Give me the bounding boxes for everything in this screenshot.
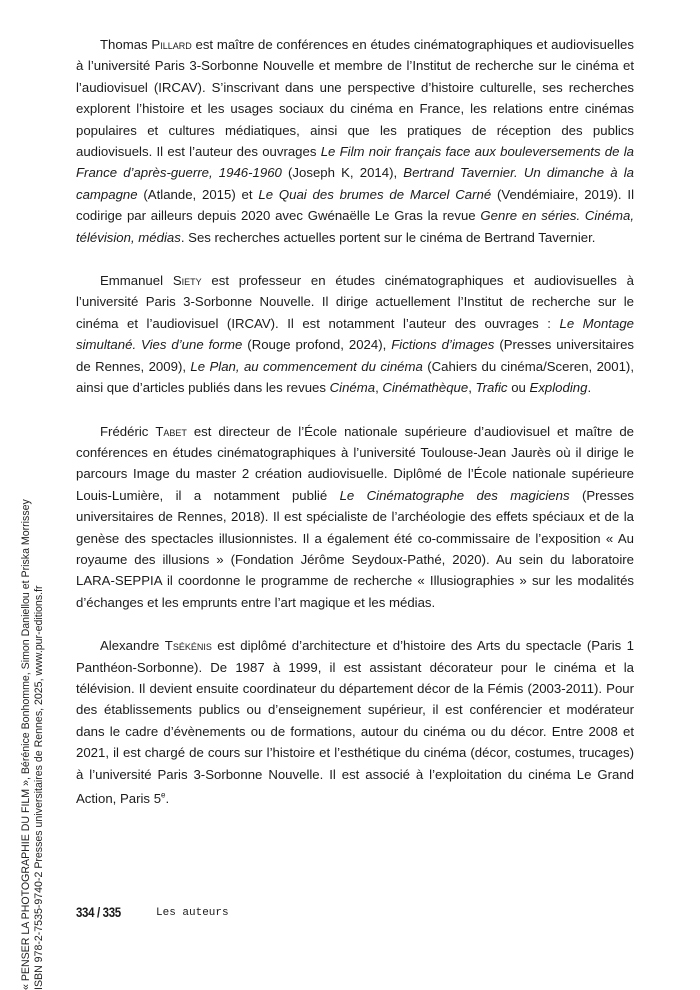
work-title: Genre en séries. Cinéma, télévision, médias xyxy=(76,208,634,245)
bio-paragraph: Emmanuel Siety est professeur en études cinématographiques et audiovisuelles à l’université Paris 3-Sorbonne Nouvelle. Il dirige actuellement l’Institut de recherche sur le cinéma et l’audiovisuel (IRCAV). Il est notamment l’auteur des ouvrages : Le Montage simultané. Vies d’une forme (Rouge profond, 2024), Fictions d’images (Presses universitaires de Rennes, 2009), Le Plan, au commencement du cinéma (Cahiers du cinéma/Sceren, 2001), ainsi que d’articles publiés dans les revues Cinéma, Cinémathèque, Trafic ou Exploding. xyxy=(76,273,634,396)
author-biographies xyxy=(76,34,634,832)
bio-text: ou xyxy=(507,380,530,396)
bio-text: (Rouge profond, 2024), xyxy=(242,337,392,353)
work-title: Exploding xyxy=(529,380,588,396)
page-footer xyxy=(76,905,229,920)
section-title: Les auteurs xyxy=(156,907,229,919)
bio-text: (Cahiers du cinéma/Sceren, 2001), ainsi que d’articles publiés dans les revues xyxy=(76,358,634,396)
bio-text: est diplômé d’architecture et d’histoire des Arts du spectacle (Paris 1 Panthéon-Sorbonne). De 1987 à 1999, il est assistant décorateur pour le cinéma et la télévision. Il devient ensuite coordinateur du département décor de la Fémis (2003-2011). Pour des établissements publics ou d’enseignement supérieur, il est conférencier et modérateur dans le cadre d’évènements ou de formations, autour du cinéma ou du décor. Entre 2008 et 2021, il est chargé de cours sur l’histoire et l’esthétique du cinéma (décor, costumes, trucages) à l’université Paris 3-Sorbonne Nouvelle. Il est associé à l’exploitation du cinéma Le Grand Action, Paris 5 xyxy=(76,638,634,807)
bio-text: est directeur de l’École nationale supérieure d’audiovisuel et maître de conférences en études cinématographiques à l’université Toulouse-Jean Jaurès où il dirige le parcours Image du master 2 création audiovisuelle. Diplômé de l’École nationale supérieure Louis-Lumière, il a notamment publié xyxy=(76,423,634,503)
work-title: Le Plan, au commencement du cinéma xyxy=(190,358,423,374)
bio-text: . xyxy=(165,791,170,807)
bio-text: (Presses universitaires de Rennes, 2009), xyxy=(76,337,634,374)
bio-paragraph: Frédéric Tabet est directeur de l’École nationale supérieure d’audiovisuel et maître de conférences en études cinématographiques à l’université Toulouse-Jean Jaurès où il dirige le parcours Image du master 2 création audiovisuelle. Diplômé de l’École nationale supérieure Louis-Lumière, il a notamment publié Le Cinématographe des magiciens (Presses universitaires de Rennes, 2018). Il est spécialiste de l’archéologie des effets spéciaux et de la genèse des spectacles illusionnistes. Il a également été co-commissaire de l’exposition « Au royaume des illusions » (Fondation Jérôme Seydoux-Pathé, 2020). Au sein du laboratoire LARA-SEPPIA il coordonne le programme de recherche « Illusiographies » sur les modalités d’échanges et les emprunts entre l’art magique et les médias. xyxy=(76,423,635,610)
copyright-margin-note xyxy=(20,470,46,990)
author-surname: Tabet xyxy=(155,423,187,439)
author-surname: Siety xyxy=(172,273,202,289)
author-surname: Pillard xyxy=(151,37,192,52)
work-title: Bertrand Tavernier. Un dimanche à la campagne xyxy=(76,165,634,202)
bio-text: . xyxy=(587,380,592,396)
book-credit-line: « PENSER LA PHOTOGRAPHIE DU FILM », Bérénice Bonhomme, Simon Daniellou et Priska Morrissey xyxy=(20,499,32,990)
bio-text: (Atlande, 2015) et xyxy=(137,186,259,202)
bio-text: , xyxy=(375,380,383,396)
bio-text: , xyxy=(468,380,476,396)
superscript: e xyxy=(161,791,166,800)
bio-text: . Ses recherches actuelles portent sur le cinéma de Bertrand Tavernier. xyxy=(180,229,596,245)
bio-text: (Joseph K, 2014), xyxy=(281,165,404,181)
bio-paragraph: Alexandre Tsékénis est diplômé d’architecture et d’histoire des Arts du spectacle (Paris 1 Panthéon-Sorbonne). De 1987 à 1999, il est assistant décorateur pour le cinéma et la télévision. Il devient ensuite coordinateur du département décor de la Fémis (2003-2011). Pour des établissements publics ou d’enseignement supérieur, il est conférencier et modérateur dans le cadre d’évènements ou de formations, autour du cinéma ou du décor. Entre 2008 et 2021, il est chargé de cours sur l’histoire et l’esthétique du cinéma (décor, costumes, trucages) à l’université Paris 3-Sorbonne Nouvelle. Il est associé à l’exploitation du cinéma Le Grand Action, Paris 5e. xyxy=(76,638,634,807)
work-title: Fictions d’images xyxy=(391,337,495,353)
bio-text: est professeur en études cinématographiques et audiovisuelles à l’université Paris 3-Sorbonne Nouvelle. Il dirige actuellement l’Institut de recherche sur le cinéma et l’audiovisuel (IRCAV). Il est notamment l’auteur des ouvrages : xyxy=(76,273,634,331)
bio-text: est maître de conférences en études cinématographiques et audiovisuelles à l’université Paris 3-Sorbonne Nouvelle et membre de l’Institut de recherche sur le cinéma et l’audiovisuel (IRCAV). S’inscrivant dans une perspective d’histoire culturelle, ses recherches explorent l’histoire et les usages sociaux du cinéma en France, les relations entre cinémas populaires et cultures médiatiques, ainsi que les pratiques de réception des publics audiovisuels. Il est l’auteur des ouvrages xyxy=(76,37,634,160)
bio-text: (Presses universitaires de Rennes, 2018). Il est spécialiste de l’archéologie des effets spéciaux et de la genèse des spectacles illusionnistes. Il a également été co-commissaire de l’exposition « Au royaume des illusions » (Fondation Jérôme Seydoux-Pathé, 2020). Au sein du laboratoire LARA-SEPPIA il coordonne le programme de recherche « Illusiographies » sur les modalités d’échanges et les emprunts entre l’art magique et les médias. xyxy=(76,487,635,610)
page-number: 334 / 335 xyxy=(76,905,121,920)
work-title: Le Cinématographe des magiciens xyxy=(339,487,570,503)
work-title: Trafic xyxy=(475,380,508,396)
work-title: Cinéma xyxy=(329,380,376,396)
bio-text: (Vendémiaire, 2019). Il codirige par ailleurs depuis 2020 avec Gwénaëlle Le Gras la revue xyxy=(76,186,635,224)
isbn-line: ISBN 978-2-7535-9740-2 Presses universitaires de Rennes, 2025, www.pur-editions.fr xyxy=(33,585,45,990)
work-title: Cinémathèque xyxy=(382,380,469,396)
author-surname: Tsékénis xyxy=(164,638,212,654)
bio-paragraph: Thomas Pillard est maître de conférences en études cinématographiques et audiovisuelles à l’université Paris 3-Sorbonne Nouvelle et membre de l’Institut de recherche sur le cinéma et l’audiovisuel (IRCAV). S’inscrivant dans une perspective d’histoire culturelle, ses recherches explorent l’histoire et les usages sociaux du cinéma en France, les relations entre cinémas populaires et cultures médiatiques, ainsi que les pratiques de réception des publics audiovisuels. Il est l’auteur des ouvrages Le Film noir français face aux bouleversements de la France d’après-guerre, 1946-1960 (Joseph K, 2014), Bertrand Tavernier. Un dimanche à la campagne (Atlande, 2015) et Le Quai des brumes de Marcel Carné (Vendémiaire, 2019). Il codirige par ailleurs depuis 2020 avec Gwénaëlle Le Gras la revue Genre en séries. Cinéma, télévision, médias. Ses recherches actuelles portent sur le cinéma de Bertrand Tavernier. xyxy=(76,37,635,245)
work-title: Le Film noir français face aux bouleversements de la France d’après-guerre, 1946-1960 xyxy=(76,144,634,181)
work-title: Le Montage simultané. Vies d’une forme xyxy=(76,315,634,353)
work-title: Le Quai des brumes de Marcel Carné xyxy=(258,186,492,202)
